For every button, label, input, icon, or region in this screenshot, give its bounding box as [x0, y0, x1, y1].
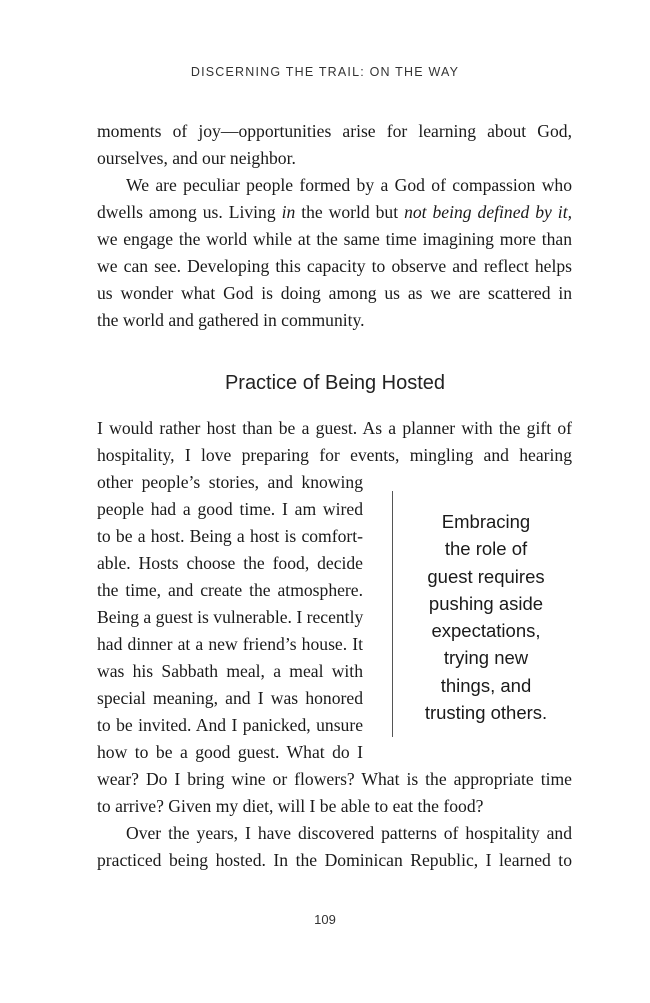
paragraph-line: us wonder what God is doing among us as we are scattered in [97, 283, 572, 303]
paragraph-line: other people’s stories, and knowing [97, 472, 363, 492]
pullquote-line: guest requires [427, 565, 545, 587]
paragraph-line: ourselves, and our neighbor. [97, 148, 296, 168]
paragraph-line: Being a guest is vulnerable. I recently [97, 607, 364, 627]
paragraph-line: had dinner at a new friend’s house. It [97, 634, 363, 654]
paragraph-line: we engage the world while at the same time imagining more than [97, 229, 572, 249]
italic-text: not being defined by it, [404, 202, 572, 222]
body-text-top [97, 118, 572, 334]
paragraph-line: hospitality, I love preparing for events, mingling and hearing [97, 445, 572, 465]
paragraph-line: to be invited. And I panicked, unsure [97, 715, 363, 735]
pullquote-line: things, and [440, 674, 532, 696]
paragraph-line: to arrive? Given my diet, will I be able to eat the food? [97, 796, 484, 816]
pullquote-line: trusting others. [424, 702, 548, 724]
paragraph-line: Over the years, I have discovered patterns of hospitality and [126, 823, 572, 843]
pullquote-line: pushing aside [428, 592, 544, 614]
running-head: DISCERNING THE TRAIL: ON THE WAY [190, 65, 460, 79]
paragraph-line [97, 199, 572, 226]
pullquote [400, 508, 572, 726]
pullquote-line: expectations, [431, 620, 541, 642]
paragraph-line: was his Sabbath meal, a meal with [97, 661, 363, 681]
paragraph-line: to be a host. Being a host is comfort- [97, 526, 363, 546]
paragraph-line: how to be a good guest. What do I [97, 742, 363, 762]
paragraph-line: the time, and create the atmosphere. [97, 580, 363, 600]
pullquote-line: Embracing [441, 511, 531, 532]
paragraph-line: the world and gathered in community. [97, 310, 365, 330]
page-number: 109 [314, 912, 336, 927]
pullquote-rule [392, 491, 393, 737]
paragraph-line: special meaning, and I was honored [97, 688, 363, 708]
pullquote-line: the role of [444, 538, 528, 560]
section-heading: Practice of Being Hosted [224, 372, 446, 394]
body-text-section [97, 415, 572, 469]
text-run: dwells among us. Living [97, 202, 282, 222]
italic-text: in [281, 202, 296, 222]
paragraph-line: able. Hosts choose the food, decide [97, 553, 363, 573]
paragraph-line: we can see. Developing this capacity to observe and reflect helps [97, 256, 572, 276]
paragraph-line: people had a good time. I am wired [97, 499, 363, 519]
text-run: the world but [295, 202, 405, 222]
paragraph-line: moments of joy—opportunities arise for learning about God, [97, 121, 572, 141]
paragraph-line: I would rather host than be a guest. As a planner with the gift of [97, 418, 572, 438]
paragraph-line: We are peculiar people formed by a God of compassion who [126, 175, 572, 195]
pullquote-line: trying new [443, 647, 529, 669]
paragraph-line: practiced being hosted. In the Dominican Republic, I learned to [97, 850, 572, 870]
paragraph-line: wear? Do I bring wine or flowers? What is the appropriate time [97, 769, 572, 789]
